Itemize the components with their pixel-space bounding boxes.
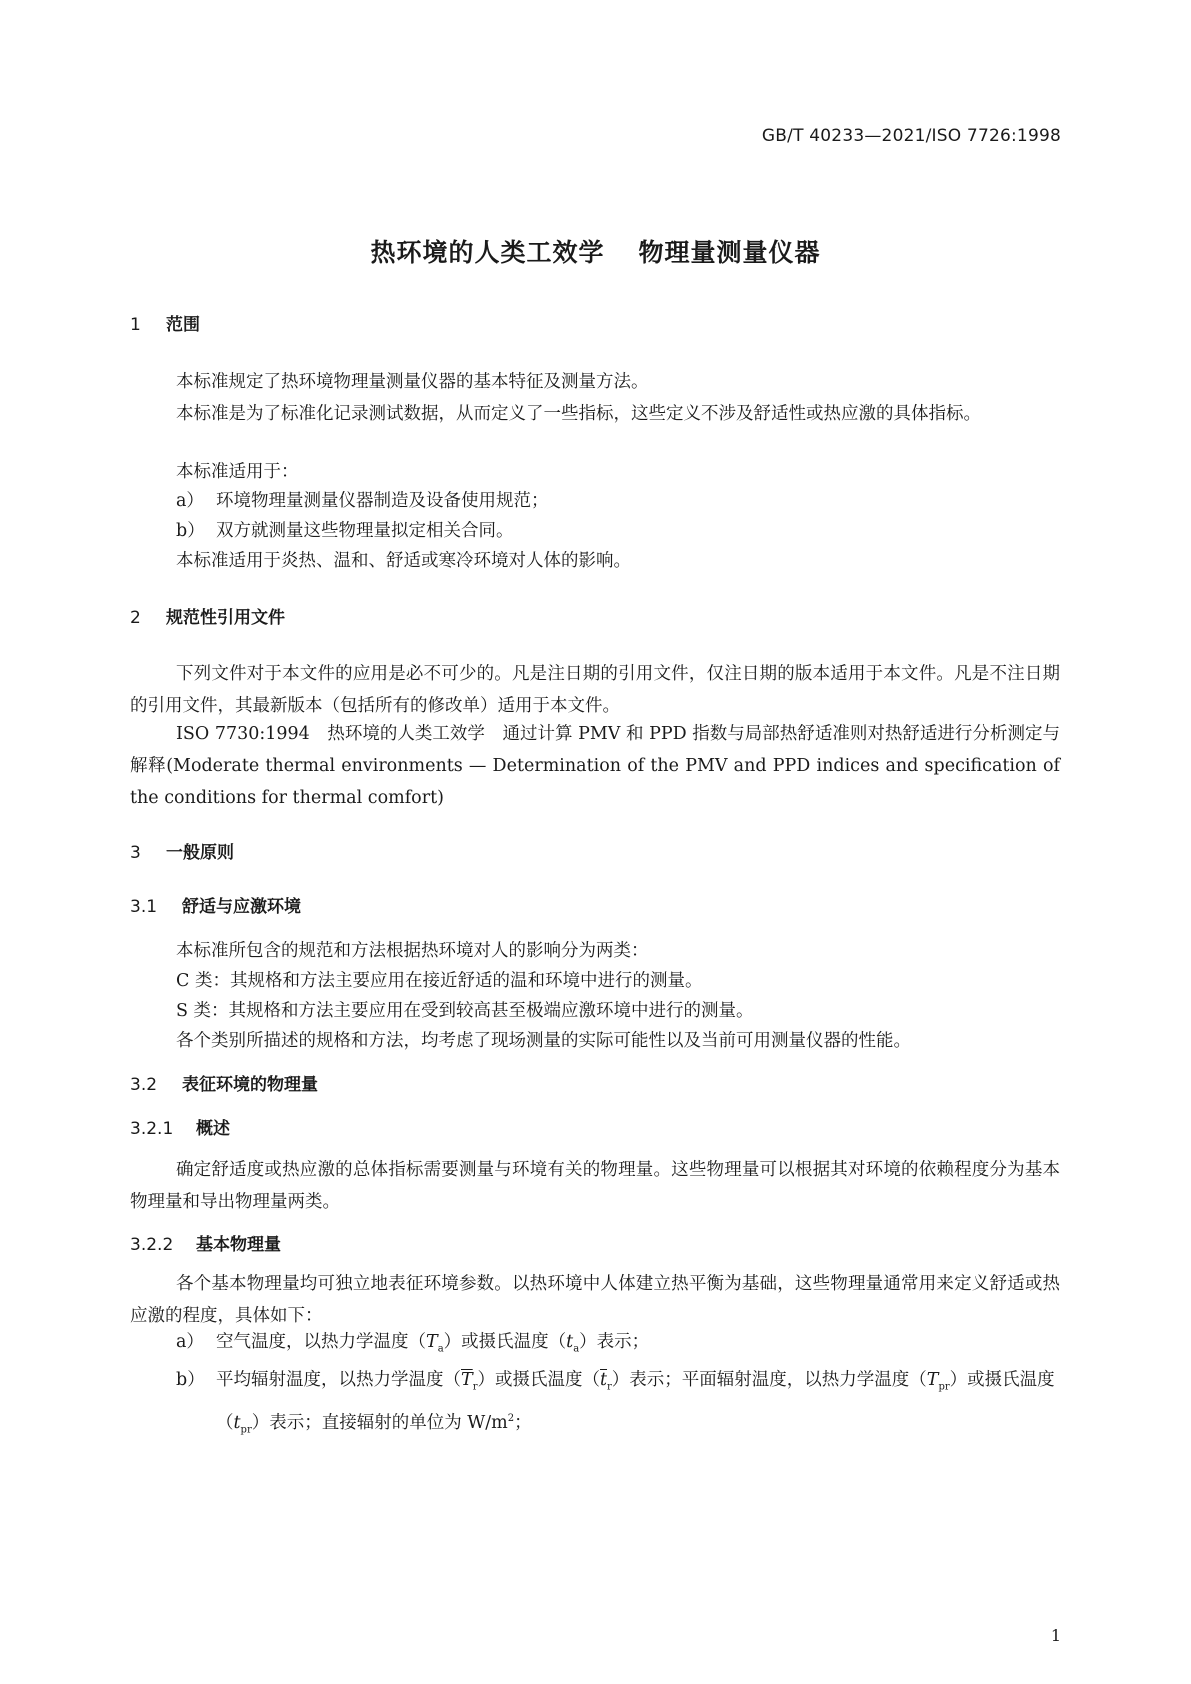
section-1-heading <box>130 310 200 335</box>
list-text: 平均辐射温度，以热力学温度$(\overline{T}_r)$或摄氏温度$(\overline{t}_r)$表示；平面辐射温度，以热力学温度$(T_{pr})$或摄氏温度$(t_{pr})$表示；直接辐射的单位为 $W/m^2$； <box>216 1370 1055 1436</box>
list-item <box>176 485 1060 517</box>
list-marker: a） <box>176 1332 204 1352</box>
section-number: 3.1 <box>130 897 158 917</box>
section-title: 概述 <box>196 1119 230 1139</box>
section-3-2-1-heading <box>130 1114 230 1139</box>
document-title <box>0 233 1191 269</box>
paragraph: 本标准规定了热环境物理量测量仪器的基本特征及测量方法。 <box>176 372 649 392</box>
section-title: 范围 <box>166 315 200 335</box>
standard-code: GB/T 40233—2021/ISO 7726:1998 <box>761 126 1061 146</box>
paragraph: C 类：其规格和方法主要应用在接近舒适的温和环境中进行的测量。 <box>176 971 703 991</box>
paragraph: 下列文件对于本文件的应用是必不可少的。凡是注日期的引用文件，仅注日期的版本适用于本文件。凡是不注日期的引用文件，其最新版本（包括所有的修改单）适用于本文件。 <box>130 664 1060 716</box>
list-item <box>176 515 1060 547</box>
paragraph: S 类：其规格和方法主要应用在受到较高甚至极端应激环境中进行的测量。 <box>176 1001 754 1021</box>
reference-entry: ISO 7730:1994 热环境的人类工效学 通过计算 PMV 和 PPD 指数与局部热舒适准则对热舒适进行分析测定与解释(Moderate thermal environments — Determination of the PMV and PPD indices and specification of the conditions for thermal comfort) <box>130 724 1060 808</box>
list-text: 空气温度，以热力学温度$(T_a)$或摄氏温度$(t_a)$表示； <box>216 1332 650 1355</box>
paragraph: 本标准是为了标准化记录测试数据，从而定义了一些指标，这些定义不涉及舒适性或热应激的具体指标。 <box>176 404 981 424</box>
paragraph: 本标准所包含的规范和方法根据热环境对人的影响分为两类： <box>176 941 649 961</box>
section-title: 规范性引用文件 <box>166 608 285 628</box>
section-2-heading <box>130 603 285 628</box>
section-3-2-heading <box>130 1070 318 1095</box>
list-marker: b） <box>176 521 205 541</box>
section-title: 舒适与应激环境 <box>182 897 301 917</box>
paragraph: 各个类别所描述的规格和方法，均考虑了现场测量的实际可能性以及当前可用测量仪器的性能。 <box>176 1031 911 1051</box>
title-part2: 物理量测量仪器 <box>638 238 821 267</box>
paragraph: 本标准适用于炎热、温和、舒适或寒冷环境对人体的影响。 <box>176 551 631 571</box>
section-title: 基本物理量 <box>196 1235 281 1255</box>
section-number: 3.2.1 <box>130 1119 174 1139</box>
section-3-heading <box>130 838 234 863</box>
section-title: 表征环境的物理量 <box>182 1075 318 1095</box>
section-number: 2 <box>130 608 141 628</box>
section-3-1-heading <box>130 892 301 917</box>
list-text: 双方就测量这些物理量拟定相关合同。 <box>216 521 514 541</box>
paragraph: 本标准适用于： <box>176 462 299 482</box>
section-title: 一般原则 <box>166 843 234 863</box>
section-number: 1 <box>130 315 141 335</box>
list-marker: a） <box>176 491 204 511</box>
section-3-2-2-heading <box>130 1230 281 1255</box>
list-item <box>176 1364 1060 1447</box>
paragraph: 各个基本物理量均可独立地表征环境参数。以热环境中人体建立热平衡为基础，这些物理量通常用来定义舒适或热应激的程度，具体如下： <box>130 1274 1060 1326</box>
section-number: 3 <box>130 843 141 863</box>
paragraph: 确定舒适度或热应激的总体指标需要测量与环境有关的物理量。这些物理量可以根据其对环境的依赖程度分为基本物理量和导出物理量两类。 <box>130 1160 1060 1212</box>
list-text: 环境物理量测量仪器制造及设备使用规范； <box>216 491 549 511</box>
list-marker: b） <box>176 1370 205 1390</box>
list-item <box>176 1326 1060 1366</box>
section-number: 3.2.2 <box>130 1235 174 1255</box>
page-number: 1 <box>1050 1626 1061 1645</box>
title-part1: 热环境的人类工效学 <box>370 238 605 267</box>
section-number: 3.2 <box>130 1075 158 1095</box>
